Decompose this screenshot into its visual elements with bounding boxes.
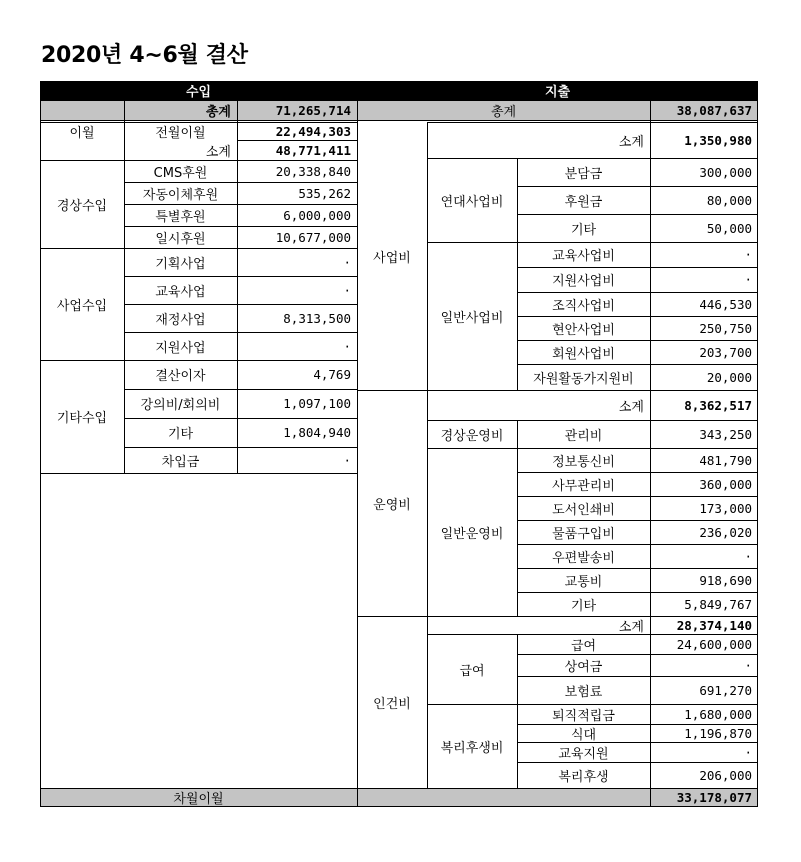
income-item-value: 22,494,303 <box>275 123 351 139</box>
grid-line <box>40 473 357 474</box>
grid-line <box>517 186 758 187</box>
expense-subtotal-label: 소계 <box>618 619 644 634</box>
income-item-value: 6,000,000 <box>283 207 351 223</box>
grid-line <box>124 226 357 227</box>
grid-line <box>517 496 758 497</box>
grid-line <box>427 420 758 421</box>
expense-item-label: 보험료 <box>564 684 603 700</box>
income-group-carryover: 이월 <box>69 125 95 140</box>
expense-item-label: 급여 <box>570 638 597 654</box>
grid-line <box>427 704 758 705</box>
income-item-value: 4,769 <box>313 367 351 382</box>
income-item-label: 강의비/회의비 <box>140 398 221 413</box>
expense-item-label: 기타 <box>570 598 597 614</box>
expense-item-value: · <box>744 272 752 287</box>
expense-group-operation: 운영비 <box>373 497 411 513</box>
expense-header: 지출 <box>357 81 758 100</box>
grid-line <box>124 447 357 448</box>
grid-line <box>517 654 758 655</box>
expense-item-value: · <box>744 548 752 564</box>
expense-item-value: 446,530 <box>699 296 752 312</box>
expense-item-label: 식대 <box>570 727 597 742</box>
expense-item-value: 918,690 <box>699 572 752 588</box>
income-item-label: 전월이월 <box>155 125 206 140</box>
expense-item-label: 복리후생 <box>558 769 609 785</box>
grid-line <box>124 418 357 419</box>
expense-group-personnel: 인건비 <box>373 696 411 712</box>
expense-item-label: 분담금 <box>564 166 603 182</box>
grid-line <box>517 676 758 677</box>
expense-subtotal-value: 8,362,517 <box>684 397 752 413</box>
income-group-other: 기타수입 <box>56 411 108 426</box>
expense-item-value: 481,790 <box>699 452 752 468</box>
grid-line <box>124 100 125 120</box>
grid-line <box>357 390 758 391</box>
income-item-label: 일시후원 <box>155 231 206 247</box>
income-total-value: 71,265,714 <box>275 102 351 118</box>
grid-line <box>517 634 518 788</box>
grid-line <box>517 316 758 317</box>
income-item-value: · <box>343 254 351 270</box>
grid-line <box>517 267 758 268</box>
grid-line <box>517 364 758 365</box>
grid-line <box>427 448 758 449</box>
income-header: 수입 <box>40 81 357 100</box>
income-item-label: 결산이자 <box>155 369 206 384</box>
expense-category-welfare: 복리후생비 <box>440 740 504 756</box>
income-item-value: 1,097,100 <box>283 396 351 411</box>
expense-item-value: 5,849,767 <box>684 596 752 612</box>
grid-line <box>517 214 758 215</box>
grid-line <box>124 182 357 183</box>
income-item-value: · <box>343 338 351 354</box>
expense-item-value: · <box>744 744 752 760</box>
income-item-label: 차입금 <box>161 454 200 470</box>
grid-line <box>237 140 357 141</box>
expense-item-value: · <box>744 657 752 673</box>
expense-item-value: · <box>744 247 752 262</box>
grid-line <box>40 360 357 361</box>
income-item-label: 재정사업 <box>155 312 206 328</box>
expense-item-label: 관리비 <box>564 428 603 444</box>
grid-line <box>517 724 758 725</box>
income-item-label: 기획사업 <box>155 256 206 272</box>
expense-item-label: 교육사업비 <box>552 249 615 264</box>
expense-category-regular-operation: 경상운영비 <box>440 428 504 444</box>
expense-item-value: 236,020 <box>699 524 752 540</box>
expense-total-value: 38,087,637 <box>676 102 752 118</box>
expense-item-value: 300,000 <box>699 164 752 180</box>
grid-line <box>517 520 758 521</box>
expense-item-label: 상여금 <box>564 659 603 675</box>
expense-item-value: 203,700 <box>699 344 752 360</box>
expense-item-label: 조직사업비 <box>552 298 615 314</box>
expense-item-label: 물품구입비 <box>552 526 615 542</box>
expense-total-label: 총계 <box>490 104 517 120</box>
grid-line <box>124 204 357 205</box>
grid-line <box>517 544 758 545</box>
grid-line <box>40 248 357 249</box>
grid-line <box>517 472 758 473</box>
expense-item-label: 사무관리비 <box>552 478 615 494</box>
expense-item-value: 173,000 <box>699 500 752 516</box>
grid-line <box>357 616 758 617</box>
page-title: 2020년 4~6월 결산 <box>41 43 248 68</box>
grid-line <box>427 122 428 788</box>
expense-item-label: 우편발송비 <box>552 550 615 566</box>
expense-item-label: 도서인쇄비 <box>552 502 615 518</box>
income-group-business: 사업수입 <box>56 298 108 314</box>
grid-line <box>124 389 357 390</box>
grid-line <box>517 292 758 293</box>
expense-item-value: 691,270 <box>699 682 752 698</box>
expense-item-value: 250,750 <box>699 320 752 336</box>
income-item-label: CMS후원 <box>153 165 208 181</box>
expense-item-label: 정보통신비 <box>552 454 615 470</box>
income-item-label: 특별후원 <box>155 209 206 225</box>
grid-line <box>124 304 357 305</box>
expense-item-value: 1,680,000 <box>684 706 752 722</box>
grid-line <box>517 592 758 593</box>
income-item-value: 20,338,840 <box>275 163 351 179</box>
expense-subtotal-value: 1,350,980 <box>684 132 752 148</box>
income-item-value: 8,313,500 <box>283 310 351 326</box>
income-total-label: 총계 <box>205 104 231 120</box>
grid-line <box>517 568 758 569</box>
expense-item-value: 80,000 <box>706 192 752 208</box>
income-item-value: 1,804,940 <box>283 425 351 440</box>
expense-item-label: 지원사업비 <box>552 274 615 289</box>
grid-line <box>517 158 518 390</box>
income-subtotal-value: 48,771,411 <box>275 142 351 158</box>
grid-line <box>40 122 357 123</box>
grid-line <box>124 120 125 473</box>
expense-subtotal-value: 28,374,140 <box>676 617 752 633</box>
footer-label: 차월이월 <box>173 792 224 807</box>
grid-line <box>650 100 651 788</box>
expense-subtotal-label: 소계 <box>618 134 644 150</box>
income-item-value: 10,677,000 <box>275 229 351 245</box>
expense-item-value: 50,000 <box>706 220 752 236</box>
grid-line <box>427 242 758 243</box>
expense-item-value: 20,000 <box>706 369 752 385</box>
grid-line <box>427 634 758 635</box>
expense-item-value: 206,000 <box>699 767 752 783</box>
expense-item-label: 현안사업비 <box>552 322 615 338</box>
grid-line <box>517 340 758 341</box>
expense-category-general-project: 일반사업비 <box>440 310 504 326</box>
expense-item-label: 교통비 <box>564 574 603 590</box>
expense-group-project: 사업비 <box>373 250 411 266</box>
income-item-label: 자동이체후원 <box>142 187 219 203</box>
footer-value: 33,178,077 <box>676 790 752 805</box>
expense-category-general-operation: 일반운영비 <box>440 526 504 542</box>
income-item-value: · <box>343 282 351 298</box>
income-subtotal-label: 소계 <box>205 144 231 160</box>
expense-item-value: 1,196,870 <box>684 725 752 741</box>
expense-subtotal-label: 소계 <box>618 399 644 415</box>
grid-line <box>517 762 758 763</box>
income-group-regular: 경상수입 <box>56 198 108 214</box>
expense-item-label: 교육지원 <box>558 746 609 762</box>
income-item-label: 교육사업 <box>155 284 206 300</box>
expense-item-label: 회원사업비 <box>552 346 615 362</box>
grid-line <box>237 100 238 120</box>
expense-item-label: 자원활동가지원비 <box>533 371 634 387</box>
grid-line <box>650 788 651 807</box>
income-item-label: 기타 <box>167 427 194 442</box>
income-item-label: 지원사업 <box>155 340 206 356</box>
income-item-value: · <box>343 452 351 468</box>
grid-line <box>427 122 758 123</box>
expense-item-value: 24,600,000 <box>676 636 752 652</box>
grid-line <box>517 742 758 743</box>
expense-item-value: 360,000 <box>699 476 752 492</box>
grid-line <box>237 120 238 473</box>
expense-item-value: 343,250 <box>699 426 752 442</box>
center-divider <box>357 81 358 807</box>
grid-line <box>517 420 518 616</box>
expense-category-solidarity: 연대사업비 <box>440 194 504 210</box>
grid-line <box>427 158 758 159</box>
grid-line <box>124 276 357 277</box>
expense-item-label: 기타 <box>570 222 597 238</box>
expense-item-label: 퇴직적립금 <box>552 708 615 724</box>
expense-item-label: 후원금 <box>564 194 603 210</box>
grid-line <box>124 332 357 333</box>
grid-line <box>40 160 357 161</box>
income-item-value: 535,262 <box>298 185 351 201</box>
expense-category-salary: 급여 <box>459 663 485 679</box>
